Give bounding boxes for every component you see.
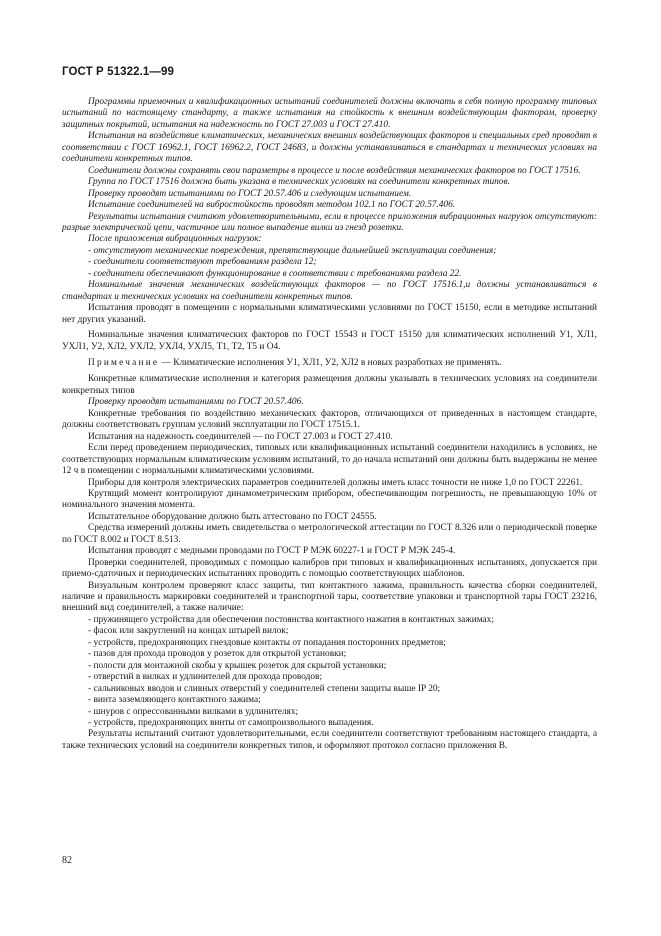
document-body: [62, 97, 597, 752]
paragraph: Испытание соединителей на вибростойкость проводят методом 102.1 по ГОСТ 20.57.406.: [88, 200, 456, 211]
list-item: - соединители обеспечивают функционирование в соответствии с требованиями раздела 22.: [88, 268, 462, 279]
paragraph: Испытания на надежность соединителей — по ГОСТ 27.003 и ГОСТ 27.410.: [88, 431, 393, 442]
note-paragraph: [62, 358, 597, 369]
list-item: - сальниковых вводов и сливных отверстий у соединителей степени защиты выше IP 20;: [88, 683, 441, 694]
paragraph: Результаты испытания считают удовлетворительными, если в процессе приложения вибрационных нагрузок отсутствуют: разрые электрической цепи, частичное или полное выпадение вилки из гнезд розетки.: [62, 211, 597, 233]
note-label: Примечание: [88, 357, 160, 368]
list-item: - отверстий в вилках и удлинителей для прохода проводов;: [88, 672, 323, 683]
paragraph: Приборы для контроля электрических параметров соединителей должны иметь класс точности не ниже 1,0 по ГОСТ 22261.: [88, 477, 583, 488]
paragraph: Средства измерений должны иметь свидетельства о метрологической аттестации по ГОСТ 8.326 или о периодической поверке по ГОСТ 8.002 и ГОСТ 8.513.: [62, 523, 597, 545]
paragraph: Конкретные требования по воздействию механических факторов, отличающихся от приведенных в настоящем стандарте, должны соответствовать группам условий эксплуатации по ГОСТ 17515.1.: [62, 408, 597, 431]
list-item: - устройств, предохраняющих гнездовые контакты от попадания посторонних предметов;: [88, 637, 446, 648]
paragraph-block-1: [62, 97, 597, 353]
list-item: - устройств, предохраняющих винты от самопроизвольного выпадения.: [88, 718, 374, 729]
list-item: - винта заземляющего контактного зажима;: [88, 695, 261, 706]
note-text: — Климатические исполнения У1, ХЛ1, У2, ХЛ2 в новых разработках не применять.: [159, 357, 502, 368]
paragraph: Крутящий момент контролируют динамометрическим прибором, обеспечивающим погрешность, не превышающую 10% от номинального значения момента.: [62, 488, 597, 511]
paragraph: Номинальные значения механических воздействующих факторов — по ГОСТ 17516.1,и должны устанавливаться в стандартах и технических условиях на соединители конкретных типов.: [62, 280, 597, 302]
list-item: - соединители соответствуют требованиям раздела 12;: [88, 257, 317, 268]
paragraph: После приложения вибрационных нагрузок:: [88, 234, 262, 245]
paragraph: Группа по ГОСТ 17516 должна быть указана в технических условиях на соединители конкретных типов.: [88, 177, 510, 188]
paragraph: Проверку проводят испытаниями по ГОСТ 20.57.406 и следующим испытанием.: [88, 188, 412, 199]
list-item: - пазов для прохода проводов у розеток для открытой установки;: [88, 649, 347, 660]
paragraph: Конкретные климатические исполнения и категория размещения должны указывать в технических условиях на соединители конкретных типов: [62, 374, 597, 396]
list-item: - шнуров с опрессованными вилками в удлинителях;: [88, 706, 299, 717]
list-item: - отсутствуют механические повреждения, препятствующие дальнейшей эксплуатации соединения;: [88, 245, 497, 256]
paragraph: Проверку проводят испытаниями по ГОСТ 20.57.406.: [88, 397, 304, 408]
paragraph: Испытания проводят с медными проводами по ГОСТ Р МЭК 60227-1 и ГОСТ Р МЭК 245-4.: [88, 546, 456, 557]
paragraph: Результаты испытаний считают удовлетворительными, если соединители соответствуют требованиям настоящего стандарта, а также технических условий на соединители конкретных типов, и оформляют протокол согласно приложения В.: [62, 729, 597, 751]
paragraph: Испытательное оборудование должно быть аттестовано по ГОСТ 24555.: [88, 511, 377, 522]
list-item: - полости для монтажной скобы у крышек розеток для скрытой установки;: [88, 660, 387, 671]
paragraph: Испытания на воздействие климатических, механических внешних воздействующих факторов и специальных сред проводят в соответствии с ГОСТ 16962.1, ГОСТ 16962.2, ГОСТ 24683, и должны устанавливаться в стандартах и технических условиях на соединители конкретных типов.: [62, 131, 597, 165]
list-item: - фасок или закруглений на концах штырей вилок;: [88, 626, 289, 637]
page-number: 82: [62, 855, 72, 866]
paragraph: Номинальные значения климатических факторов по ГОСТ 15543 и ГОСТ 15150 для климатических исполнений У1, ХЛ1, УХЛ1, У2, ХЛ2, УХЛ2, УХЛ4, УХЛ5, Т1, Т2, Т5 и О4.: [62, 330, 597, 352]
paragraph: Проверки соединителей, проводимых с помощью калибров при типовых и квалификационных испытаниях, допускается при приемо-сдаточных и периодических испытаниях проводить с помощью соответствующих шаблонов.: [62, 557, 597, 580]
paragraph-block-2: [62, 374, 597, 752]
paragraph: Визуальным контролем проверяют класс защиты, тип контактного зажима, правильность качества сборки соединителей, наличие и правильность маркировки соединителей и транспортной тары, соответствие упаковки и транспортной тары ГОСТ 23216, внешний вид соединителей, а также наличие:: [62, 580, 597, 614]
document-header: ГОСТ Р 51322.1—99: [62, 66, 174, 78]
paragraph: Программы приемочных и квалификационных испытаний соединителей должны включать в себя полную программу типовых испытаний по настоящему стандарту, а также испытания на стойкость к внешним воздействующим факторам, проверку защитных покрытий, испытания на надежность по ГОСТ 27.003 и ГОСТ 27.410.: [62, 97, 597, 130]
paragraph: Если перед проведением периодических, типовых или квалификационных испытаний соединители находились в условиях, не соответствующих нормальным климатическим условиям испытаний, то до начала испытаний они должны быть выдержаны не менее 12 ч в помещении с нормальными климатическими условиями.: [62, 443, 597, 477]
paragraph: Соединители должны сохранять свои параметры в процессе и после воздействия механических факторов по ГОСТ 17516.: [88, 165, 581, 176]
paragraph: Испытания проводят в помещении с нормальными климатическими условиями по ГОСТ 15150, если в методике испытаний нет других указаний.: [62, 303, 597, 325]
list-item: - пружинящего устройства для обеспечения постоянства контактного нажатия в контактных зажимах;: [88, 614, 494, 625]
